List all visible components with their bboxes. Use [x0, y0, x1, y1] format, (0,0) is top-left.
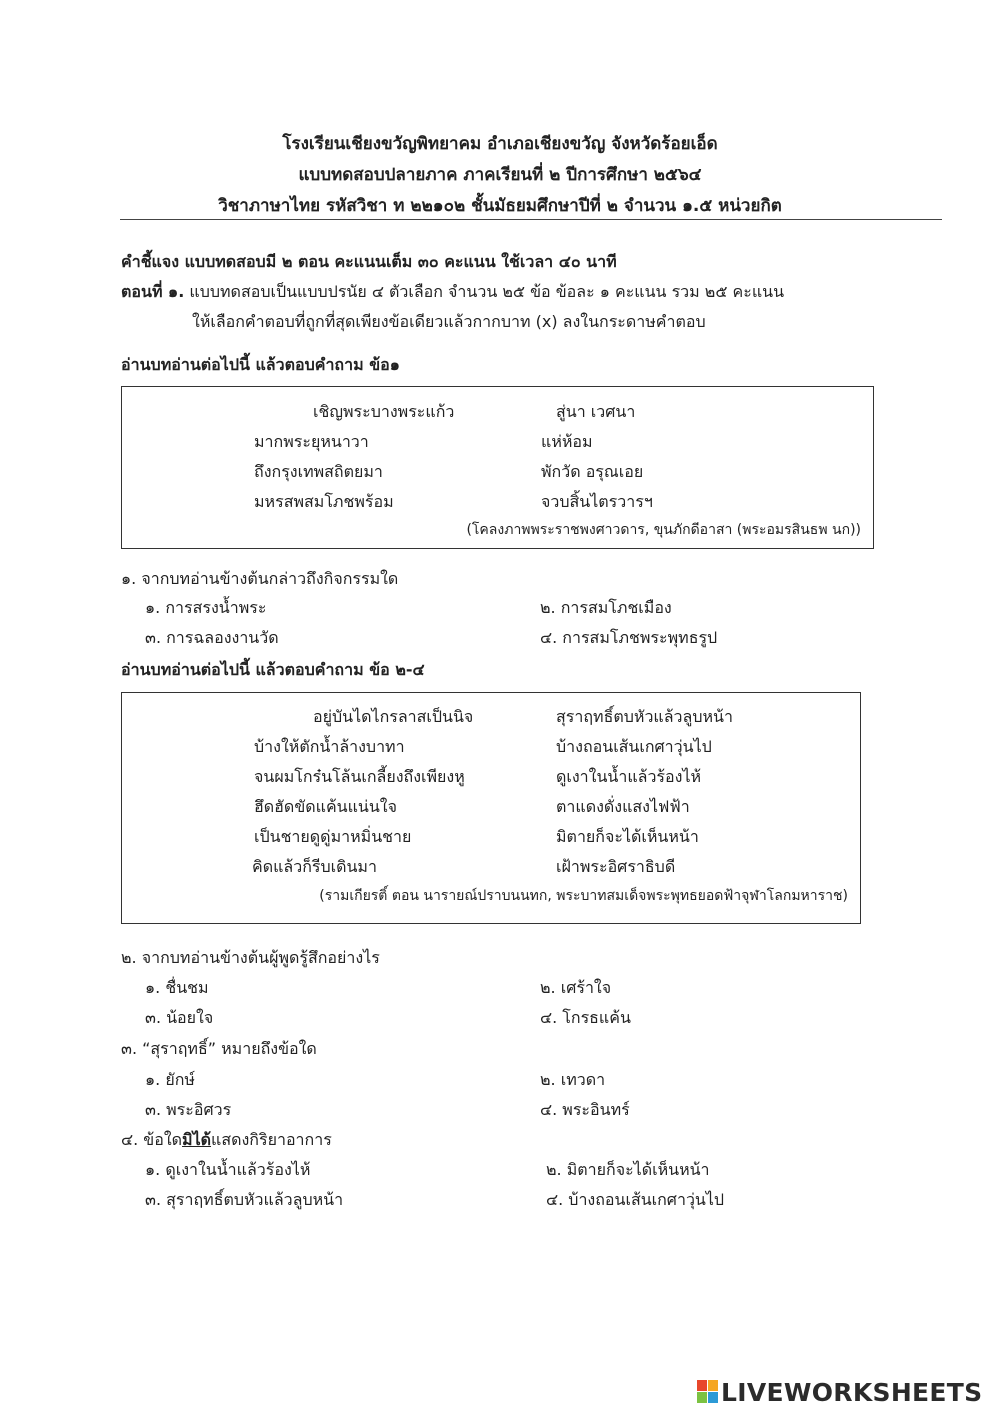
question-4-emphasis: มิได้ — [182, 1130, 212, 1149]
poem-line: มากพระยุหนาวา — [254, 432, 369, 451]
poem-line: มิตายก็จะได้เห็นหน้า — [556, 827, 699, 846]
choice-2-4[interactable]: ๔. โกรธแค้น — [540, 1008, 631, 1027]
choice-4-2[interactable]: ๒. มิตายก็จะได้เห็นหน้า — [546, 1160, 710, 1179]
choice-1-1[interactable]: ๑. การสรงน้ำพระ — [145, 598, 267, 617]
exam-title: แบบทดสอบปลายภาค ภาคเรียนที่ ๒ ปีการศึกษา ๒๕๖๔ — [298, 165, 702, 185]
school-name: โรงเรียนเชียงขวัญพิทยาคม อำเภอเชียงขวัญ จังหวัดร้อยเอ็ด — [282, 134, 718, 154]
part-one-text-2: ให้เลือกคำตอบที่ถูกที่สุดเพียงข้อเดียวแล้วกากบาท (x) ลงในกระดาษคำตอบ — [192, 312, 706, 331]
poem-line: เป็นชายดูดู่มาหมิ่นชาย — [254, 827, 412, 846]
logo-text: LIVEWORKSHEETS — [721, 1377, 983, 1407]
poem-line: มหรสพสมโภชพร้อม — [254, 492, 394, 511]
question-2: ๒. จากบทอ่านข้างต้นผู้พูดรู้สึกอย่างไร — [121, 948, 380, 967]
header-divider — [120, 219, 942, 220]
subject-info: วิชาภาษาไทย รหัสวิชา ท ๒๒๑๐๒ ชั้นมัธยมศึกษาปีที่ ๒ จำนวน ๑.๕ หน่วยกิต — [218, 196, 782, 216]
poem-line: ฮึดฮัดขัดแค้นแน่นใจ — [254, 797, 397, 816]
choice-3-3[interactable]: ๓. พระอิศวร — [145, 1100, 232, 1119]
poem-line: คิดแล้วก็รีบเดินมา — [252, 857, 377, 876]
choice-2-2[interactable]: ๒. เศร้าใจ — [540, 978, 612, 997]
logo-tile — [708, 1392, 718, 1403]
part-one-label: ตอนที่ ๑. — [121, 282, 185, 301]
poem-line: บ้างให้ตักน้ำล้างบาทา — [254, 737, 405, 756]
logo-tiles-icon — [697, 1380, 719, 1404]
choice-3-2[interactable]: ๒. เทวดา — [540, 1070, 606, 1089]
poem-line: อยู่บันไดไกรลาสเป็นนิจ — [313, 707, 474, 726]
liveworksheets-logo — [697, 1378, 982, 1406]
passage-2-heading: อ่านบทอ่านต่อไปนี้ แล้วตอบคำถาม ข้อ ๒-๔ — [121, 660, 425, 679]
directions: คำชี้แจง แบบทดสอบมี ๒ ตอน คะแนนเต็ม ๓๐ คะแนน ใช้เวลา ๔๐ นาที — [121, 252, 617, 271]
poem-line: พักวัด อรุณเอย — [541, 462, 644, 481]
poem-line: ดูเงาในน้ำแล้วร้องไห้ — [556, 767, 702, 786]
poem-line: เฝ้าพระอิศราธิบดี — [556, 857, 676, 876]
choice-1-3[interactable]: ๓. การฉลองงานวัด — [145, 628, 279, 647]
poem-line: จนผมโกร๋นโล้นเกลี้ยงถึงเพียงหู — [254, 767, 465, 786]
poem-line: เชิญพระบางพระแก้ว — [313, 402, 455, 421]
choice-1-4[interactable]: ๔. การสมโภชพระพุทธรูป — [540, 628, 718, 647]
logo-tile — [697, 1392, 707, 1403]
question-4-prefix: ๔. ข้อใด — [121, 1130, 183, 1149]
passage-1-heading: อ่านบทอ่านต่อไปนี้ แล้วตอบคำถาม ข้อ๑ — [121, 355, 400, 374]
poem-line: สุราฤทธิ์ตบหัวแล้วลูบหน้า — [556, 707, 733, 726]
question-4 — [121, 1128, 332, 1153]
part-one-text: แบบทดสอบเป็นแบบปรนัย ๔ ตัวเลือก จำนวน ๒๕ ข้อ ข้อละ ๑ คะแนน รวม ๒๕ คะแนน — [184, 282, 784, 301]
passage-1-box — [121, 386, 874, 549]
passage-2-source: (รามเกียรติ์ ตอน นารายณ์ปราบนนทก, พระบาทสมเด็จพระพุทธยอดฟ้าจุฬาโลกมหาราช) — [319, 888, 848, 904]
passage-2-box — [121, 692, 861, 924]
choice-3-1[interactable]: ๑. ยักษ์ — [145, 1070, 195, 1089]
logo-tile — [708, 1380, 718, 1391]
passage-1-source: (โคลงภาพพระราชพงศาวดาร, ขุนภักดีอาสา (พระอมรสินธพ นก)) — [466, 522, 861, 538]
poem-line: สู่นา เวศนา — [556, 402, 636, 421]
choice-4-3[interactable]: ๓. สุราฤทธิ์ตบหัวแล้วลูบหน้า — [145, 1190, 344, 1209]
question-1: ๑. จากบทอ่านข้างต้นกล่าวถึงกิจกรรมใด — [121, 569, 399, 588]
choice-4-4[interactable]: ๔. บ้างถอนเส้นเกศาวุ่นไป — [546, 1190, 725, 1209]
choice-4-1[interactable]: ๑. ดูเงาในน้ำแล้วร้องไห้ — [145, 1160, 311, 1179]
poem-line: บ้างถอนเส้นเกศาวุ่นไป — [556, 737, 712, 756]
poem-line: ถึงกรุงเทพสถิตยมา — [254, 462, 383, 481]
poem-line: จวบสิ้นไตรวารฯ — [541, 492, 653, 511]
choice-2-3[interactable]: ๓. น้อยใจ — [145, 1008, 214, 1027]
poem-line: ตาแดงดั่งแสงไฟฟ้า — [556, 797, 690, 816]
logo-tile — [697, 1380, 707, 1391]
question-4-suffix: แสดงกิริยาอาการ — [211, 1130, 332, 1149]
choice-3-4[interactable]: ๔. พระอินทร์ — [540, 1100, 630, 1119]
part-one-line — [121, 280, 784, 305]
poem-line: แห่ห้อม — [541, 432, 593, 451]
choice-2-1[interactable]: ๑. ชื่นชม — [145, 978, 209, 997]
choice-1-2[interactable]: ๒. การสมโภชเมือง — [540, 598, 672, 617]
question-3: ๓. “สุราฤทธิ์” หมายถึงข้อใด — [121, 1039, 317, 1058]
